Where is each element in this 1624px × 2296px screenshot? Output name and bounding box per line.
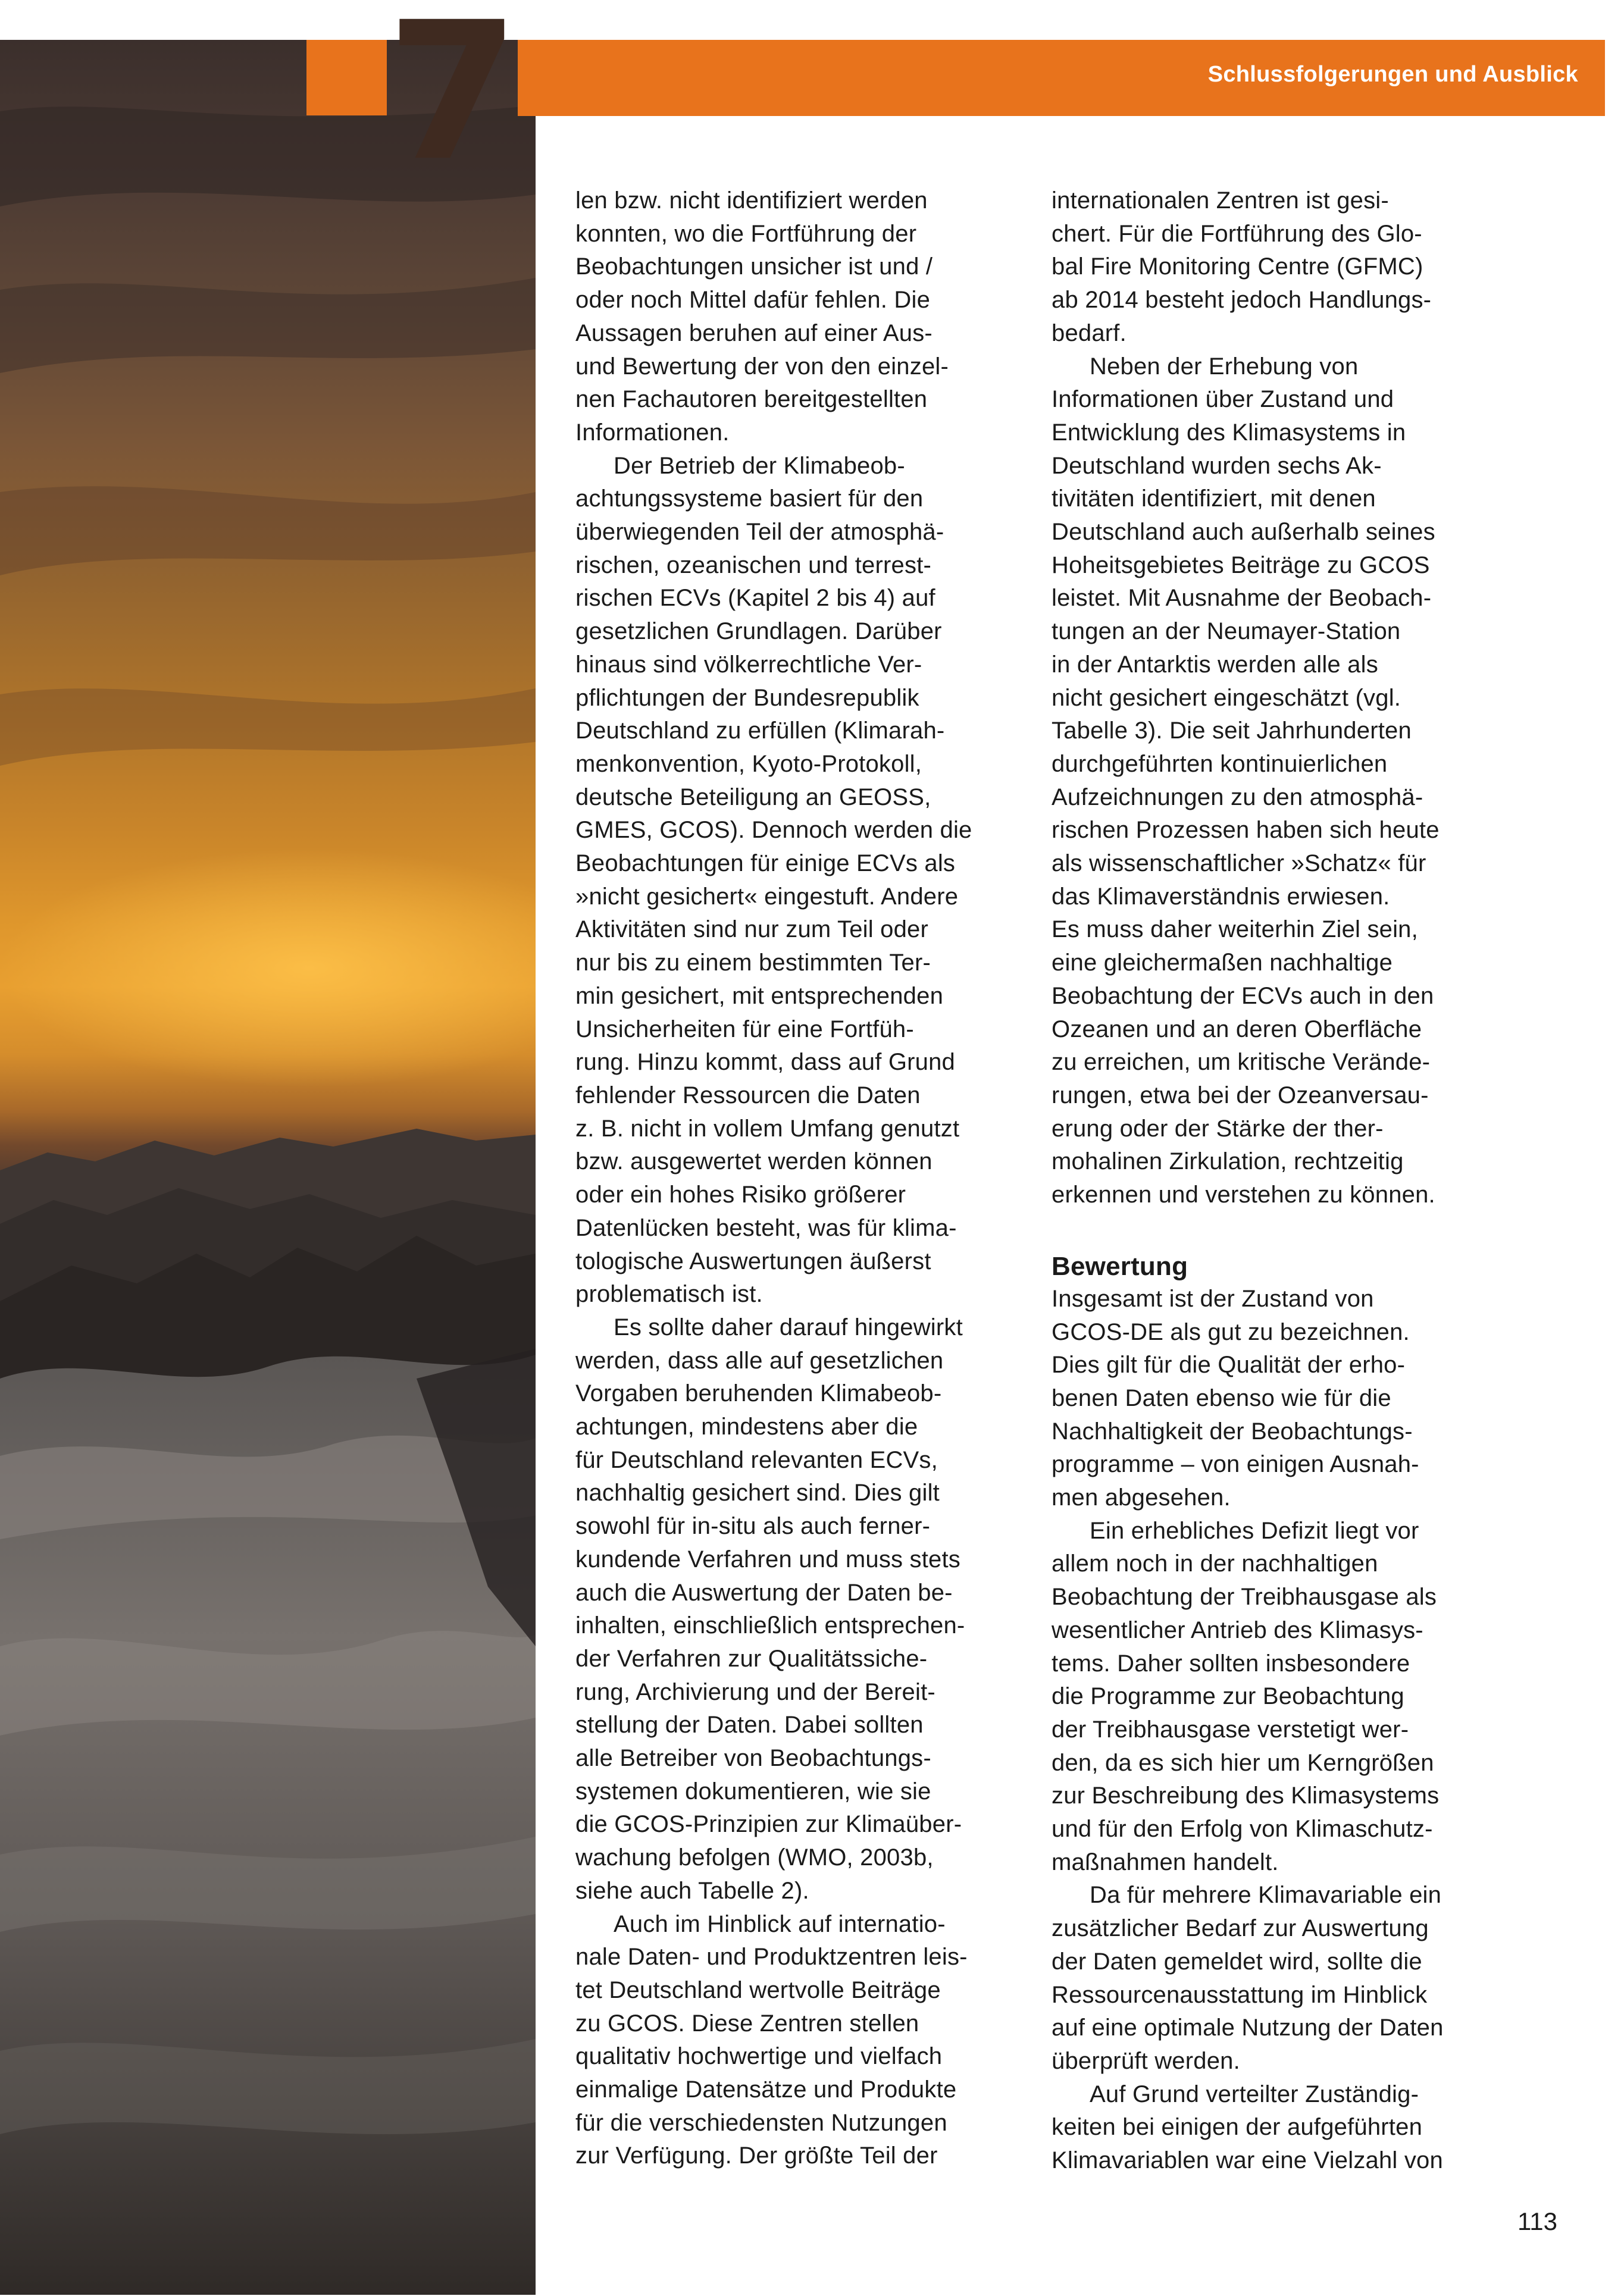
mountain-cloud-scene: [0, 40, 536, 2295]
paragraph: internationalen Zentren ist gesi- chert. Für die Fortführung des Glo- bal Fire Monitoring Centre (GFMC) ab 2014 besteht jedoch Handlungs- bedarf.: [1052, 187, 1432, 346]
section-heading: Bewertung: [1052, 1251, 1188, 1281]
paragraph: len bzw. nicht identifiziert werden konnten, wo die Fortführung der Beobachtungen unsicher ist und / oder noch Mittel dafür fehlen. Die Aussagen beruhen auf einer Aus- und Bewertung der von den einzel- nen Fachautoren bereitgestellten Informationen.: [575, 187, 949, 446]
landscape-photo: [0, 40, 536, 2295]
header-bar: [518, 40, 1605, 116]
paragraph: Ein erhebliches Defizit liegt vor allem noch in der nachhaltigen Beobachtung der Treibhausgase als wesentlicher Antrieb des Klimasys- tems. Daher sollten insbesondere die Programme zur Beobachtung der Treibhausgase verstetigt wer- den, da es sich hier um Kerngrößen zur Beschreibung des Klimasystems und für den Erfolg von Klimaschutz- maßnahmen handelt.: [1052, 1517, 1440, 1875]
paragraph: Auf Grund verteilter Zuständig- keiten bei einigen der aufgeführten Klimavariablen war eine Vielzahl von: [1052, 2081, 1443, 2174]
paragraph: Insgesamt ist der Zustand von GCOS-DE als gut zu bezeichnen. Dies gilt für die Qualität der erho- benen Daten ebenso wie für die Nachhaltigkeit der Beobachtungs- programme – von einigen Ausnah- men abgesehen.: [1052, 1285, 1419, 1511]
chapter-number: 7: [387, 18, 515, 167]
paragraph: Da für mehrere Klimavariable ein zusätzlicher Bedarf zur Auswertung der Daten gemeldet wird, sollte die Ressourcenausstattung im Hinblick auf eine optimale Nutzung der Daten überprüft werden.: [1052, 1882, 1444, 2074]
paragraph: Neben der Erhebung von Informationen über Zustand und Entwicklung des Klimasystems in Deutschland wurden sechs Ak- tivitäten identifiziert, mit denen Deutschland auch außerhalb seines Hoheitsgebietes Beiträge zu GCOS leistet. Mit Ausnahme der Beobach- tungen an der Neumayer-Station in der Antarktis werden alle als nicht gesichert eingeschätzt (vgl. Tabelle 3). Die seit Jahrhunderten durchgeführten kontinuierlichen Aufzeichnungen zu den atmosphä- rischen Prozessen haben sich heute als wissenschaftlicher »Schatz« für das Klimaverständnis erwiesen. Es muss daher weiterhin Ziel sein, eine gleichermaßen nachhaltige Beobachtung der ECVs auch in den Ozeanen und an deren Oberfläche zu erreichen, um kritische Verände- rungen, etwa bei der Ozeanversau- erung oder der Stärke der ther- mohalinen Zirkulation, rechtzeitig erkennen und verstehen zu können.: [1052, 353, 1440, 1208]
running-header-title: Schlussfolgerungen und Ausblick: [1207, 62, 1578, 87]
page-number: 113: [1517, 2207, 1557, 2235]
paragraph: Es sollte daher darauf hingewirkt werden, dass alle auf gesetzlichen Vorgaben beruhenden Klimabeob- achtungen, mindestens aber die für Deutschland relevanten ECVs, nachhaltig gesichert sind. Dies gilt sowohl für in-situ als auch ferner- kundende Verfahren und muss stets auch die Auswertung der Daten be- inhalten, einschließlich entsprechen- der Verfahren zur Qualitätssiche- rung, Archivierung und der Bereit- stellung der Daten. Dabei sollten alle Betreiber von Beobachtungs- systemen dokumentieren, wie sie die GCOS-Prinzipien zur Klimaüber- wachung befolgen (WMO, 2003b, siehe auch Tabelle 2).: [575, 1314, 965, 1904]
paragraph: Der Betrieb der Klimabeob- achtungssysteme basiert für den überwiegenden Teil der atmosphä- rischen, ozeanischen und terrest- rischen ECVs (Kapitel 2 bis 4) auf gesetzlichen Grundlagen. Darüber hinaus sind völkerrechtliche Ver- pflichtungen der Bundesrepublik Deutschland zu erfüllen (Klimarah- menkonvention, Kyoto-Protokoll, deutsche Beteiligung an GEOSS, GMES, GCOS). Dennoch werden die Beobachtungen für einige ECVs als »nicht gesichert« eingestuft. Andere Aktivitäten sind nur zum Teil oder nur bis zu einem bestimmten Ter- min gesichert, mit entsprechenden Unsicherheiten für eine Fortfüh- rung. Hinzu kommt, dass auf Grund fehlender Ressourcen die Daten z. B. nicht in vollem Umfang genutzt bzw. ausgewertet werden können oder ein hohes Risiko größerer Datenlücken besteht, was für klima- tologische Auswertungen äußerst problematisch ist.: [575, 452, 972, 1308]
paragraph: Auch im Hinblick auf internatio- nale Daten- und Produktzentren leis- tet Deutschland wertvolle Beiträge zu GCOS. Diese Zentren stellen qualitativ hochwertige und vielfach einmalige Datensätze und Produkte für die verschiedensten Nutzungen zur Verfügung. Der größte Teil der: [575, 1910, 968, 2169]
chapter-accent-block: [306, 40, 387, 115]
text-column-left: [575, 184, 1019, 2173]
text-column-right: [1052, 184, 1495, 2178]
